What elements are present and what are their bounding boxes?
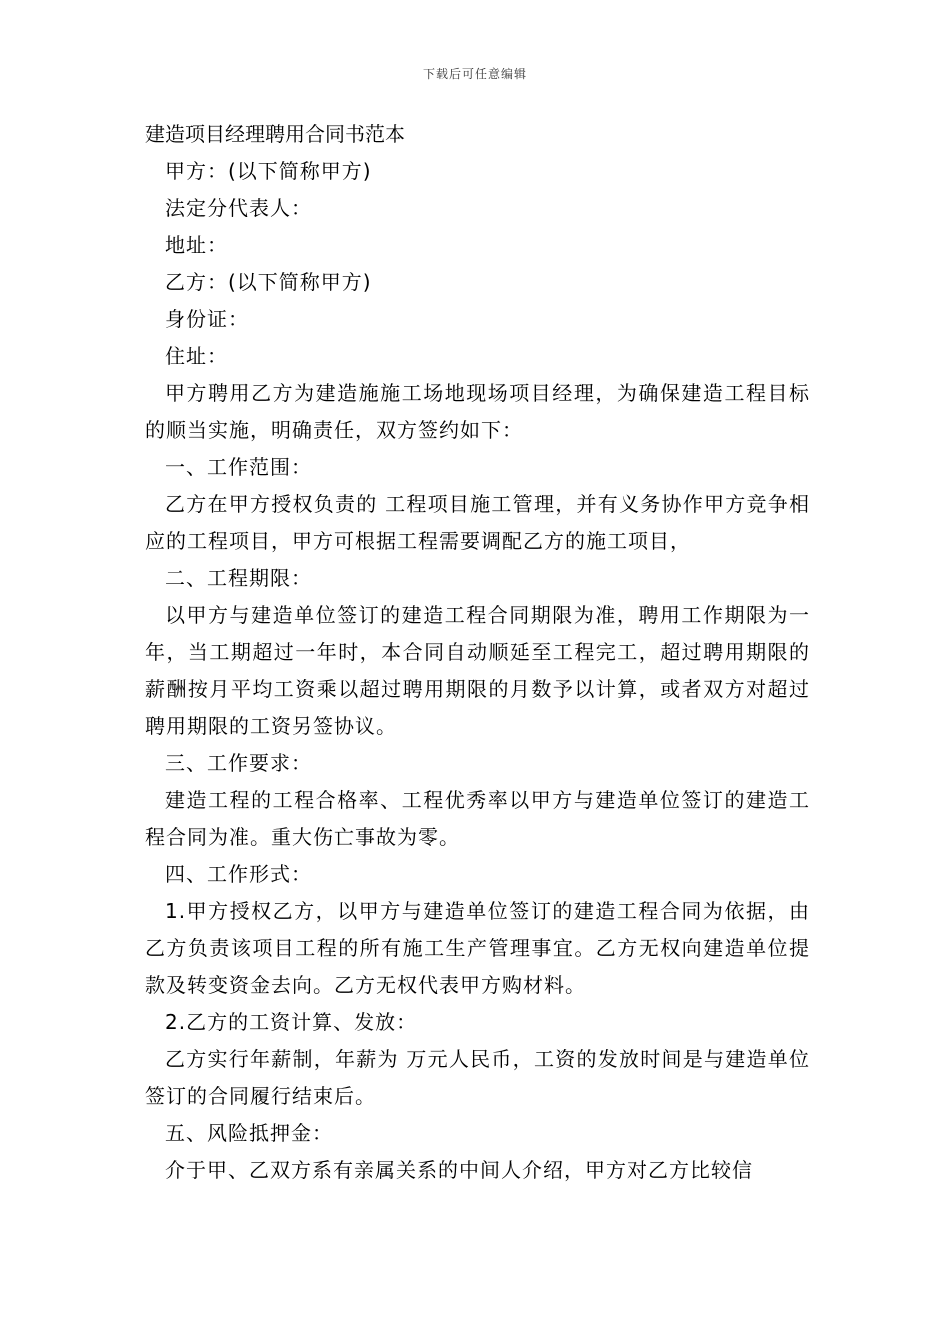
section-1-title: 一、工作范围： — [165, 455, 312, 479]
id-card-line: 身份证： — [165, 307, 249, 331]
party-a-line: 甲方：(以下简称甲方) — [165, 159, 372, 183]
section-5-body: 介于甲、乙双方系有亲属关系的中间人介绍，甲方对乙方比较信 — [165, 1158, 753, 1182]
address-line: 地址： — [165, 233, 228, 257]
section-5-title: 五、风险抵押金： — [165, 1121, 333, 1145]
section-4-item-1: 1.甲方授权乙方，以甲方与建造单位签订的建造工程合同为依据，由乙方负责该项目工程的所有施工生产管理事宜。乙方无权向建造单位提款及转变资金去向。乙方无权代表甲方购材料。 — [145, 899, 810, 997]
section-4-title: 四、工作形式： — [165, 862, 312, 886]
document-body — [145, 116, 810, 1189]
party-b-line: 乙方：(以下简称甲方) — [165, 270, 372, 294]
section-4-item-2-title: 2.乙方的工资计算、发放： — [165, 1010, 418, 1034]
section-3-body: 建造工程的工程合格率、工程优秀率以甲方与建造单位签订的建造工程合同为准。重大伤亡事故为零。 — [145, 788, 810, 849]
section-4-item-2-body: 乙方实行年薪制，年薪为 万元人民币，工资的发放时间是与建造单位签订的合同履行结束后。 — [145, 1047, 810, 1108]
section-2-title: 二、工程期限： — [165, 566, 312, 590]
residence-line: 住址： — [165, 344, 228, 368]
document-title: 建造项目经理聘用合同书范本 — [145, 122, 405, 146]
header-note: 下载后可任意编辑 — [422, 67, 527, 81]
section-3-title: 三、工作要求： — [165, 751, 312, 775]
legal-rep-line: 法定分代表人： — [165, 196, 312, 220]
section-2-body: 以甲方与建造单位签订的建造工程合同期限为准，聘用工作期限为一年，当工期超过一年时，本合同自动顺延至工程完工，超过聘用期限的薪酬按月平均工资乘以超过聘用期限的月数予以计算，或者双方对超过聘用期限的工资另签协议。 — [145, 603, 810, 738]
section-1-body: 乙方在甲方授权负责的 工程项目施工管理，并有义务协作甲方竞争相应的工程项目，甲方可根据工程需要调配乙方的施工项目， — [145, 492, 810, 553]
intro-paragraph: 甲方聘用乙方为建造施施工场地现场项目经理，为确保建造工程目标的顺当实施，明确责任，双方签约如下： — [145, 381, 810, 442]
